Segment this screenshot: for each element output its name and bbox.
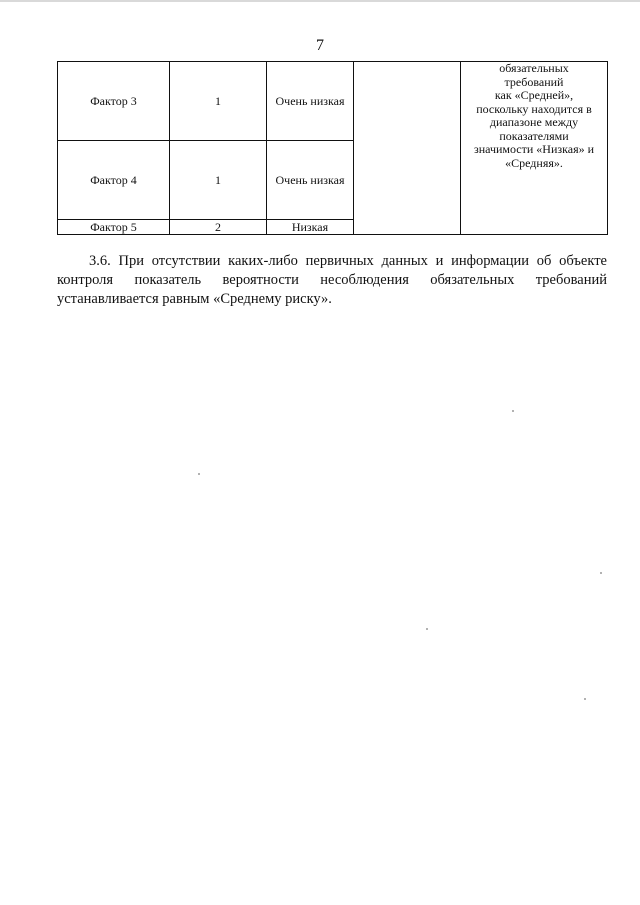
factor-value-cell: 2 xyxy=(170,220,267,235)
scan-speck xyxy=(198,473,200,475)
factor-name-cell: Фактор 5 xyxy=(58,220,170,235)
conclusion-line: значимости «Низкая» и xyxy=(473,142,595,156)
page-top-edge xyxy=(0,0,640,2)
conclusion-line: показателями xyxy=(499,128,569,143)
factor-table xyxy=(57,61,608,235)
scan-speck xyxy=(512,410,514,412)
factor-level-cell: Низкая xyxy=(267,220,354,235)
factor-value-cell: 1 xyxy=(170,62,267,141)
factor-level-cell: Очень низкая xyxy=(267,141,354,220)
factor-name-cell: Фактор 4 xyxy=(58,141,170,220)
scan-speck xyxy=(426,628,428,630)
scan-speck xyxy=(600,572,602,574)
conclusion-line: поскольку находится в xyxy=(476,101,592,116)
factor-level-cell: Очень низкая xyxy=(267,62,354,141)
empty-merged-cell xyxy=(354,62,461,235)
conclusion-line: «Средняя». xyxy=(505,155,563,170)
conclusion-line: обязательных xyxy=(499,61,569,75)
conclusion-line: как «Средней», xyxy=(494,88,574,102)
scan-speck xyxy=(584,698,586,700)
table-row xyxy=(58,62,608,141)
conclusion-cell xyxy=(461,62,608,235)
page-number: 7 xyxy=(316,37,324,54)
conclusion-line: диапазоне между xyxy=(489,115,579,129)
conclusion-line: требований xyxy=(504,74,564,89)
factor-name-cell: Фактор 3 xyxy=(58,62,170,141)
clause-3-6-paragraph: 3.6. При отсутствии каких-либо первичных данных и информации об объекте контроля показатель вероятности несоблюдения обязательных требований устанавливается равным «Среднему риску». xyxy=(57,252,607,307)
factor-value-cell: 1 xyxy=(170,141,267,220)
